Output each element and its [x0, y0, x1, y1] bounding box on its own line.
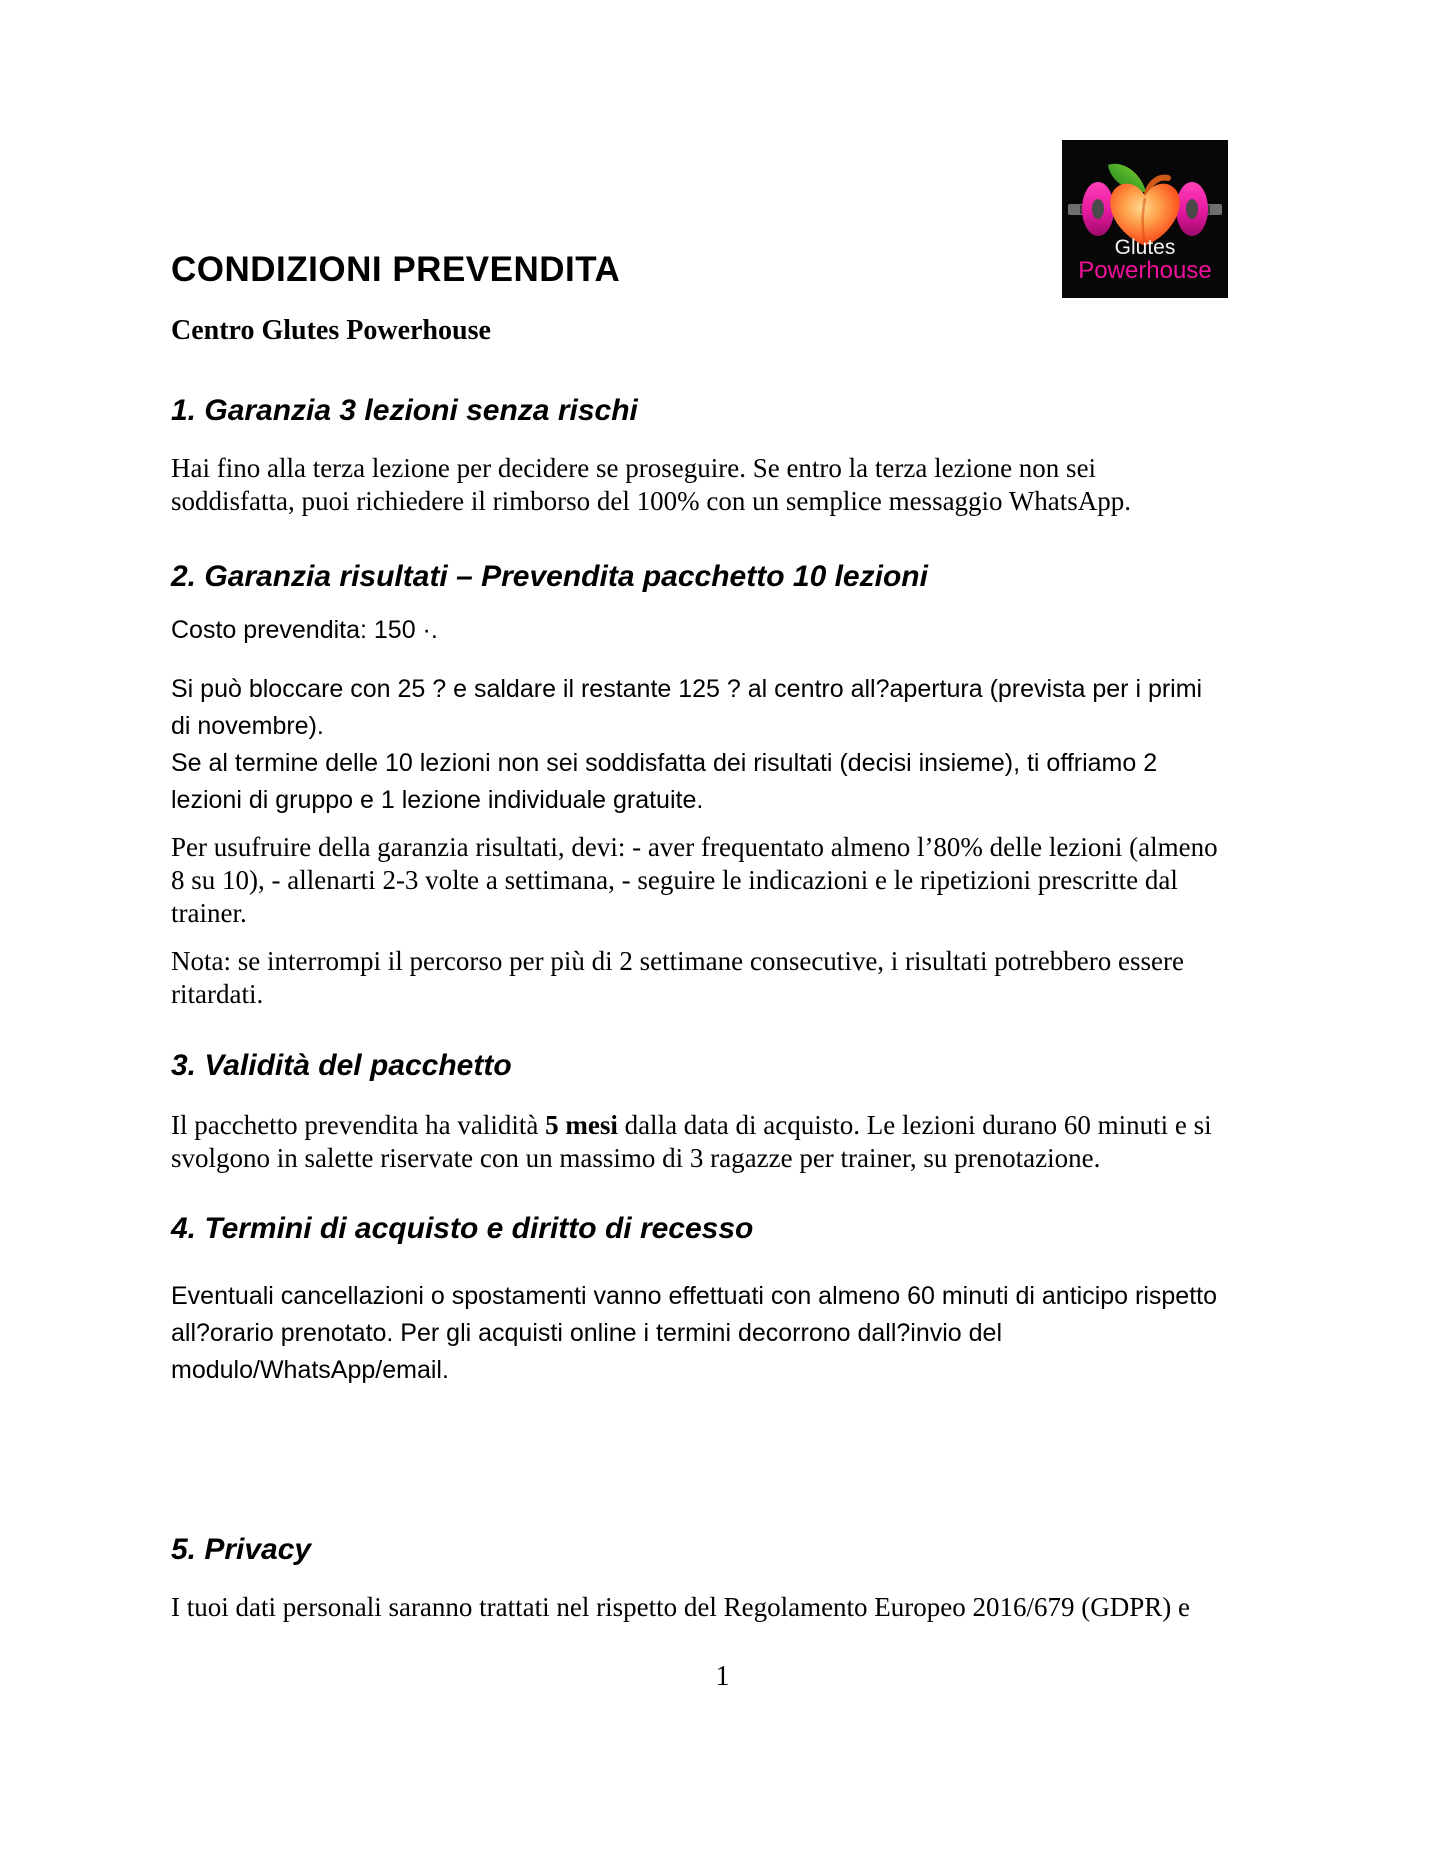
paragraph-line: soddisfatta, puoi richiedere il rimborso del 100% con un semplice messaggio WhatsApp. — [171, 486, 1132, 516]
paragraph-line — [171, 1109, 1281, 1142]
paragraph — [171, 1109, 1281, 1175]
paragraph — [171, 612, 1281, 649]
paragraph-line: lezioni di gruppo e 1 lezione individuale gratuite. — [171, 786, 704, 814]
paragraph-line: di novembre). — [171, 712, 324, 740]
paragraph-line: ritardati. — [171, 979, 264, 1009]
paragraph-line: Nota: se interrompi il percorso per più di 2 settimane consecutive, i risultati potrebbero essere — [171, 946, 1184, 976]
paragraph-line: trainer. — [171, 898, 247, 928]
page-title: CONDIZIONI PREVENDITA — [171, 250, 621, 289]
paragraph — [171, 1591, 1281, 1624]
paragraph — [171, 945, 1281, 1011]
paragraph-line: Costo prevendita: 150 ·. — [171, 616, 438, 644]
paragraph — [171, 671, 1281, 819]
section-heading: 3. Validità del pacchetto — [171, 1049, 512, 1082]
paragraph — [171, 452, 1281, 518]
paragraph — [171, 1278, 1281, 1389]
logo-wordmark-powerhouse: Powerhouse — [1078, 257, 1212, 284]
paragraph-line: modulo/WhatsApp/email. — [171, 1356, 449, 1384]
section-heading: 5. Privacy — [171, 1533, 312, 1566]
paragraph-text: Il pacchetto prevendita ha validità — [171, 1110, 546, 1140]
paragraph-line: Se al termine delle 10 lezioni non sei soddisfatta dei risultati (decisi insieme), ti offriamo 2 — [171, 749, 1158, 777]
paragraph-bold-text: 5 mesi — [545, 1110, 618, 1140]
page-subtitle: Centro Glutes Powerhouse — [171, 315, 491, 346]
section-heading: 2. Garanzia risultati – Prevendita pacchetto 10 lezioni — [171, 560, 928, 593]
section-heading: 4. Termini di acquisto e diritto di recesso — [171, 1212, 754, 1245]
paragraph-line: Per usufruire della garanzia risultati, devi: - aver frequentato almeno l’80% delle lezioni (almeno — [171, 832, 1218, 862]
paragraph-text: dalla data di acquisto. Le lezioni durano 60 minuti e si — [617, 1110, 1212, 1140]
paragraph-line: I tuoi dati personali saranno trattati nel rispetto del Regolamento Europeo 2016/679 (GDPR) e — [171, 1592, 1191, 1622]
logo-wordmark-glutes: Glutes — [1114, 236, 1176, 259]
document-content — [171, 0, 1281, 1624]
section-heading: 1. Garanzia 3 lezioni senza rischi — [171, 394, 638, 427]
paragraph-line: Eventuali cancellazioni o spostamenti vanno effettuati con almeno 60 minuti di anticipo rispetto — [171, 1282, 1217, 1310]
paragraph-line: all?orario prenotato. Per gli acquisti online i termini decorrono dall?invio del — [171, 1319, 1003, 1347]
page-number: 1 — [715, 1661, 730, 1692]
paragraph-line: Hai fino alla terza lezione per decidere se proseguire. Se entro la terza lezione non sei — [171, 453, 1097, 483]
paragraph-line: 8 su 10), - allenarti 2-3 volte a settimana, - seguire le indicazioni e le ripetizioni prescritte dal — [171, 865, 1178, 895]
paragraph-line: Si può bloccare con 25 ? e saldare il restante 125 ? al centro all?apertura (prevista per i primi — [171, 675, 1203, 703]
paragraph — [171, 831, 1281, 930]
paragraph-line: svolgono in salette riservate con un massimo di 3 ragazze per trainer, su prenotazione. — [171, 1143, 1101, 1173]
